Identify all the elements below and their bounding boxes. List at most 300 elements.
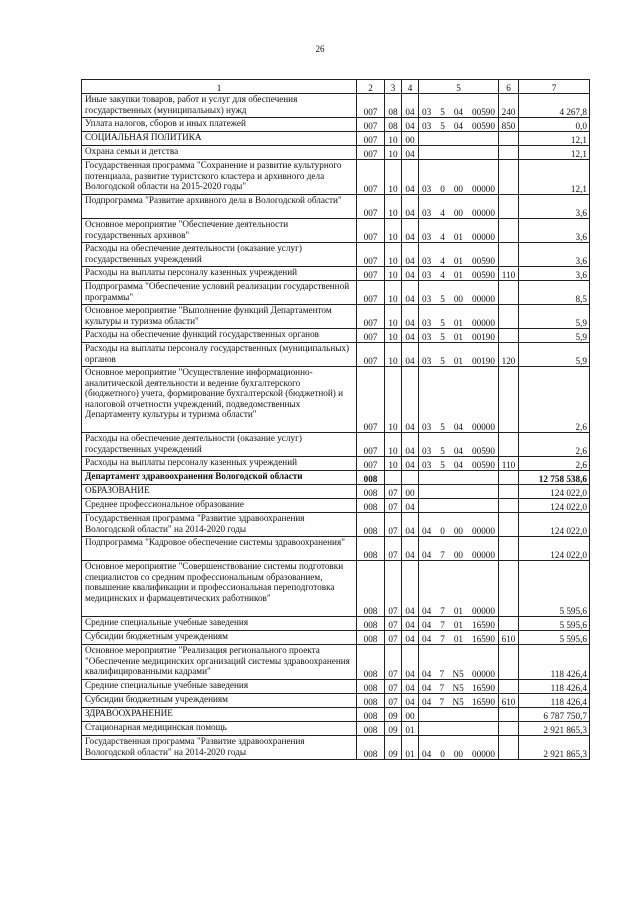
section-code-cell: 10 <box>385 146 402 160</box>
table-row <box>82 267 590 281</box>
row-name-cell: Расходы на обеспечение деятельности (оказание услуг) государственных учреждений <box>82 433 357 457</box>
target-article-event: N5 <box>452 696 464 707</box>
section-code-cell: 07 <box>385 617 402 631</box>
target-article-subprogram: 7 <box>439 668 445 679</box>
section-code-cell: 09 <box>385 708 402 722</box>
expense-type-cell: 110 <box>499 267 519 281</box>
amount-cell: 5,9 <box>519 329 590 343</box>
amount-cell: 3,6 <box>519 243 590 267</box>
table-row <box>82 708 590 722</box>
target-article-subprogram: 4 <box>440 207 445 218</box>
amount-cell: 5,9 <box>519 343 590 367</box>
target-article-direction: 00190 <box>472 331 495 342</box>
target-article-direction: 00590 <box>472 269 495 280</box>
target-article-program: 03 <box>422 255 432 266</box>
target-article-cell <box>419 281 499 305</box>
subsection-code-cell: 04 <box>402 513 419 537</box>
subsection-code-cell: 00 <box>402 708 419 722</box>
amount-cell: 118 426,4 <box>519 680 590 694</box>
subsection-code-cell: 04 <box>402 617 419 631</box>
target-article-direction: 00590 <box>472 120 495 131</box>
section-code-cell: 10 <box>385 305 402 329</box>
target-article-subprogram: 7 <box>440 549 445 560</box>
target-article-cell <box>419 471 499 485</box>
target-article-direction: 00590 <box>472 459 495 470</box>
row-name-cell: СОЦИАЛЬНАЯ ПОЛИТИКА <box>82 132 357 146</box>
amount-cell: 2,6 <box>519 433 590 457</box>
target-article-cell <box>419 513 499 537</box>
target-article-cell <box>419 680 499 694</box>
expense-type-cell <box>499 736 519 760</box>
target-article-subprogram: 5 <box>440 459 445 470</box>
target-article-event: 04 <box>453 421 463 432</box>
ministry-code-cell: 007 <box>357 267 385 281</box>
expense-type-cell <box>499 561 519 617</box>
subsection-code-cell: 01 <box>402 722 419 736</box>
section-code-cell: 10 <box>385 160 402 195</box>
section-code-cell: 08 <box>385 94 402 118</box>
expense-type-cell <box>499 537 519 561</box>
target-article-event: 01 <box>453 269 463 280</box>
target-article-cell <box>419 457 499 471</box>
target-article-code <box>419 332 498 343</box>
ministry-code-cell: 008 <box>357 617 385 631</box>
target-article-code <box>419 669 498 680</box>
subsection-code-cell: 00 <box>402 485 419 499</box>
row-name-cell: Расходы на обеспечение функций государственных органов <box>82 329 357 343</box>
target-article-event: 01 <box>453 231 463 242</box>
target-article-program: 03 <box>422 207 432 218</box>
target-article-event: 01 <box>453 331 463 342</box>
section-code-cell: 10 <box>385 367 402 433</box>
section-code-cell: 10 <box>385 132 402 146</box>
target-article-cell <box>419 499 499 513</box>
target-article-cell <box>419 617 499 631</box>
target-article-code <box>419 208 498 219</box>
row-name-cell: Стационарная медицинская помощь <box>82 722 357 736</box>
target-article-cell <box>419 132 499 146</box>
row-name-cell: Средние специальные учебные заведения <box>82 680 357 694</box>
target-article-cell <box>419 367 499 433</box>
target-article-event: 04 <box>453 120 463 131</box>
target-article-program: 03 <box>422 106 432 117</box>
row-name-cell: Субсидии бюджетным учреждениям <box>82 631 357 645</box>
row-name-cell: Подпрограмма "Обеспечение условий реализации государственной программы" <box>82 281 357 305</box>
row-name-cell: ОБРАЗОВАНИЕ <box>82 485 357 499</box>
target-article-subprogram: 4 <box>440 231 445 242</box>
target-article-code <box>419 184 498 195</box>
target-article-direction: 00000 <box>472 183 495 194</box>
row-name-cell: Основное мероприятие "Осуществление информационно-аналитической деятельности и ведение бухгалтерского (бюджетного) учета, формирование бухгалтерской (бюджетной) и налоговой отчетности учреждений, подведомственных Департаменту культуры и туризма области" <box>82 367 357 433</box>
target-article-event: 00 <box>453 549 463 560</box>
expense-type-cell <box>499 485 519 499</box>
row-name-cell: Государственная программа "Сохранение и развитие культурного потенциала, развитие туристского кластера и архивного дела Вологодской области на 2015-2020 годы" <box>82 160 357 195</box>
target-article-event: 01 <box>453 255 463 266</box>
row-name-cell: Подпрограмма "Развитие архивного дела в Вологодской области" <box>82 195 357 219</box>
expense-type-cell <box>499 708 519 722</box>
table-row <box>82 118 590 132</box>
expense-type-cell <box>499 219 519 243</box>
table-row <box>82 513 590 537</box>
expense-type-cell <box>499 132 519 146</box>
table-row <box>82 631 590 645</box>
section-code-cell: 10 <box>385 219 402 243</box>
expense-type-cell <box>499 645 519 680</box>
amount-cell: 2,6 <box>519 367 590 433</box>
target-article-code <box>419 318 498 329</box>
target-article-code <box>419 526 498 537</box>
target-article-cell <box>419 329 499 343</box>
target-article-code <box>419 606 498 617</box>
row-name-cell: Уплата налогов, сборов и иных платежей <box>82 118 357 132</box>
ministry-code-cell: 008 <box>357 537 385 561</box>
row-name-cell: Основное мероприятие "Реализация регионального проекта "Обеспечение медицинских организаций системы здравоохранения квалифицированными кадрами" <box>82 645 357 680</box>
target-article-direction: 00590 <box>472 445 495 456</box>
target-article-event: N5 <box>452 682 464 693</box>
target-article-program: 03 <box>422 421 432 432</box>
amount-cell: 5 595,6 <box>519 631 590 645</box>
ministry-code-cell: 008 <box>357 485 385 499</box>
amount-cell: 3,6 <box>519 267 590 281</box>
amount-cell: 12,1 <box>519 132 590 146</box>
target-article-subprogram: 7 <box>440 605 445 616</box>
target-article-program: 03 <box>422 459 432 470</box>
target-article-program: 04 <box>422 668 432 679</box>
subsection-code-cell: 04 <box>402 680 419 694</box>
target-article-direction: 16590 <box>472 682 495 693</box>
target-article-direction: 00000 <box>472 231 495 242</box>
subsection-code-cell: 04 <box>402 219 419 243</box>
header-cell: 7 <box>519 80 590 94</box>
subsection-code-cell: 04 <box>402 537 419 561</box>
table-header-row <box>82 80 590 94</box>
ministry-code-cell: 007 <box>357 146 385 160</box>
amount-cell: 124 022,0 <box>519 513 590 537</box>
expense-type-cell <box>499 433 519 457</box>
ministry-code-cell: 008 <box>357 645 385 680</box>
target-article-program: 03 <box>422 293 432 304</box>
table-row <box>82 694 590 708</box>
expense-type-cell <box>499 513 519 537</box>
row-name-cell: Средние специальные учебные заведения <box>82 617 357 631</box>
amount-cell: 4 267,8 <box>519 94 590 118</box>
target-article-program: 03 <box>422 331 432 342</box>
target-article-program: 04 <box>422 549 432 560</box>
amount-cell: 12,1 <box>519 160 590 195</box>
table-row <box>82 617 590 631</box>
expense-type-cell <box>499 329 519 343</box>
expense-type-cell <box>499 680 519 694</box>
expense-type-cell <box>499 146 519 160</box>
section-code-cell <box>385 471 402 485</box>
table-row <box>82 561 590 617</box>
target-article-code <box>419 749 498 760</box>
target-article-cell <box>419 118 499 132</box>
target-article-event: 00 <box>453 207 463 218</box>
table-row <box>82 305 590 329</box>
expense-type-cell <box>499 160 519 195</box>
target-article-event: 04 <box>453 106 463 117</box>
subsection-code-cell: 04 <box>402 433 419 457</box>
target-article-direction: 00190 <box>472 355 495 366</box>
section-code-cell: 09 <box>385 722 402 736</box>
expense-type-cell <box>499 281 519 305</box>
section-code-cell: 07 <box>385 645 402 680</box>
row-name-cell: Государственная программа "Развитие здравоохранения Вологодской области" на 2014-2020 годы <box>82 736 357 760</box>
expense-type-cell: 240 <box>499 94 519 118</box>
amount-cell: 2 921 865,3 <box>519 722 590 736</box>
row-name-cell: Основное мероприятие "Совершенствование системы подготовки специалистов со средним профессиональным образованием, повышение квалификации и профессиональная переподготовка медицинских и фармацевтических работников" <box>82 561 357 617</box>
target-article-event: 04 <box>453 445 463 456</box>
subsection-code-cell <box>402 471 419 485</box>
target-article-subprogram: 5 <box>440 317 445 328</box>
target-article-event: 00 <box>453 293 463 304</box>
expense-type-cell: 120 <box>499 343 519 367</box>
target-article-direction: 00590 <box>472 106 495 117</box>
target-article-cell <box>419 694 499 708</box>
header-cell: 5 <box>419 80 499 94</box>
subsection-code-cell: 04 <box>402 243 419 267</box>
target-article-subprogram: 4 <box>440 255 445 266</box>
subsection-code-cell: 04 <box>402 160 419 195</box>
budget-table <box>81 79 590 760</box>
table-row <box>82 219 590 243</box>
target-article-direction: 00000 <box>472 605 495 616</box>
target-article-cell <box>419 485 499 499</box>
section-code-cell: 10 <box>385 457 402 471</box>
ministry-code-cell: 008 <box>357 513 385 537</box>
section-code-cell: 09 <box>385 736 402 760</box>
table-row <box>82 645 590 680</box>
target-article-direction: 00000 <box>472 549 495 560</box>
section-code-cell: 07 <box>385 485 402 499</box>
table-row <box>82 471 590 485</box>
expense-type-cell <box>499 722 519 736</box>
section-code-cell: 10 <box>385 195 402 219</box>
section-code-cell: 07 <box>385 561 402 617</box>
table-row <box>82 243 590 267</box>
ministry-code-cell: 007 <box>357 195 385 219</box>
section-code-cell: 08 <box>385 118 402 132</box>
expense-type-cell <box>499 499 519 513</box>
target-article-direction: 00000 <box>472 421 495 432</box>
ministry-code-cell: 007 <box>357 343 385 367</box>
row-name-cell: Государственная программа "Развитие здравоохранения Вологодской области" на 2014-2020 годы <box>82 513 357 537</box>
target-article-cell <box>419 195 499 219</box>
target-article-cell <box>419 343 499 367</box>
target-article-code <box>419 683 498 694</box>
target-article-cell <box>419 267 499 281</box>
target-article-subprogram: 7 <box>440 633 445 644</box>
target-article-program: 04 <box>422 748 432 759</box>
ministry-code-cell: 007 <box>357 94 385 118</box>
target-article-program: 03 <box>422 183 432 194</box>
section-code-cell: 10 <box>385 343 402 367</box>
target-article-code <box>419 356 498 367</box>
table-row <box>82 722 590 736</box>
target-article-program: 03 <box>422 355 432 366</box>
table-row <box>82 736 590 760</box>
target-article-cell <box>419 561 499 617</box>
target-article-code <box>419 697 498 708</box>
table-row <box>82 160 590 195</box>
target-article-code <box>419 256 498 267</box>
ministry-code-cell: 007 <box>357 132 385 146</box>
target-article-cell <box>419 433 499 457</box>
ministry-code-cell: 007 <box>357 281 385 305</box>
table-row <box>82 457 590 471</box>
subsection-code-cell: 04 <box>402 694 419 708</box>
ministry-code-cell: 007 <box>357 243 385 267</box>
target-article-direction: 16590 <box>472 696 495 707</box>
target-article-program: 04 <box>422 696 432 707</box>
target-article-subprogram: 5 <box>440 445 445 456</box>
header-cell: 6 <box>499 80 519 94</box>
target-article-event: 01 <box>453 355 463 366</box>
row-name-cell: Департамент здравоохранения Вологодской области <box>82 471 357 485</box>
table-row <box>82 499 590 513</box>
amount-cell: 2,6 <box>519 457 590 471</box>
target-article-subprogram: 7 <box>439 682 445 693</box>
amount-cell: 12,1 <box>519 146 590 160</box>
amount-cell: 3,6 <box>519 219 590 243</box>
target-article-code <box>419 620 498 631</box>
ministry-code-cell: 008 <box>357 499 385 513</box>
target-article-cell <box>419 94 499 118</box>
amount-cell: 124 022,0 <box>519 485 590 499</box>
subsection-code-cell: 04 <box>402 645 419 680</box>
row-name-cell: Основное мероприятие "Обеспечение деятельности государственных архивов" <box>82 219 357 243</box>
table-row <box>82 195 590 219</box>
target-article-program: 04 <box>422 682 432 693</box>
ministry-code-cell: 008 <box>357 722 385 736</box>
target-article-event: 00 <box>453 525 463 536</box>
ministry-code-cell: 007 <box>357 457 385 471</box>
target-article-subprogram: 7 <box>440 619 445 630</box>
section-code-cell: 07 <box>385 513 402 537</box>
subsection-code-cell: 04 <box>402 329 419 343</box>
target-article-direction: 00000 <box>472 317 495 328</box>
target-article-code <box>419 422 498 433</box>
section-code-cell: 10 <box>385 243 402 267</box>
expense-type-cell: 610 <box>499 694 519 708</box>
amount-cell: 118 426,4 <box>519 694 590 708</box>
target-article-code <box>419 294 498 305</box>
target-article-program: 04 <box>422 525 432 536</box>
section-code-cell: 07 <box>385 680 402 694</box>
target-article-subprogram: 5 <box>440 293 445 304</box>
target-article-cell <box>419 160 499 195</box>
subsection-code-cell: 04 <box>402 561 419 617</box>
target-article-program: 04 <box>422 605 432 616</box>
target-article-cell <box>419 722 499 736</box>
expense-type-cell <box>499 243 519 267</box>
ministry-code-cell: 008 <box>357 680 385 694</box>
expense-type-cell <box>499 195 519 219</box>
table-row <box>82 367 590 433</box>
amount-cell: 6 787 750,7 <box>519 708 590 722</box>
target-article-direction: 00000 <box>472 748 495 759</box>
ministry-code-cell: 008 <box>357 694 385 708</box>
expense-type-cell: 610 <box>499 631 519 645</box>
target-article-code <box>419 550 498 561</box>
ministry-code-cell: 007 <box>357 329 385 343</box>
subsection-code-cell: 04 <box>402 631 419 645</box>
target-article-cell <box>419 708 499 722</box>
section-code-cell: 07 <box>385 694 402 708</box>
target-article-direction: 00000 <box>472 668 495 679</box>
target-article-event: 04 <box>453 459 463 470</box>
table-row <box>82 94 590 118</box>
table-row <box>82 485 590 499</box>
row-name-cell: ЗДРАВООХРАНЕНИЕ <box>82 708 357 722</box>
table-row <box>82 132 590 146</box>
section-code-cell: 10 <box>385 329 402 343</box>
target-article-direction: 00590 <box>472 255 495 266</box>
page-number: 26 <box>315 44 325 54</box>
amount-cell: 0,0 <box>519 118 590 132</box>
target-article-subprogram: 0 <box>440 525 445 536</box>
target-article-code <box>419 446 498 457</box>
subsection-code-cell: 04 <box>402 267 419 281</box>
section-code-cell: 10 <box>385 433 402 457</box>
subsection-code-cell: 01 <box>402 736 419 760</box>
expense-type-cell <box>499 471 519 485</box>
row-name-cell: Основное мероприятие "Выполнение функций Департаментом культуры и туризма области" <box>82 305 357 329</box>
section-code-cell: 07 <box>385 499 402 513</box>
ministry-code-cell: 007 <box>357 367 385 433</box>
target-article-program: 04 <box>422 633 432 644</box>
target-article-subprogram: 4 <box>440 269 445 280</box>
target-article-code <box>419 634 498 645</box>
subsection-code-cell: 04 <box>402 499 419 513</box>
table-row <box>82 343 590 367</box>
subsection-code-cell: 04 <box>402 146 419 160</box>
target-article-cell <box>419 736 499 760</box>
target-article-cell <box>419 631 499 645</box>
section-code-cell: 07 <box>385 631 402 645</box>
row-name-cell: Субсидии бюджетным учреждениям <box>82 694 357 708</box>
ministry-code-cell: 008 <box>357 631 385 645</box>
ministry-code-cell: 007 <box>357 219 385 243</box>
target-article-program: 03 <box>422 120 432 131</box>
target-article-direction: 00000 <box>472 293 495 304</box>
expense-type-cell <box>499 617 519 631</box>
amount-cell: 118 426,4 <box>519 645 590 680</box>
target-article-cell <box>419 146 499 160</box>
target-article-program: 04 <box>422 619 432 630</box>
target-article-code <box>419 460 498 471</box>
target-article-code <box>419 232 498 243</box>
amount-cell: 5 595,6 <box>519 561 590 617</box>
expense-type-cell: 850 <box>499 118 519 132</box>
target-article-subprogram: 5 <box>440 106 445 117</box>
subsection-code-cell: 04 <box>402 281 419 305</box>
ministry-code-cell: 008 <box>357 736 385 760</box>
ministry-code-cell: 007 <box>357 433 385 457</box>
target-article-event: 01 <box>453 633 463 644</box>
target-article-program: 03 <box>422 231 432 242</box>
target-article-code <box>419 121 498 132</box>
subsection-code-cell: 04 <box>402 367 419 433</box>
target-article-event: 00 <box>453 748 463 759</box>
row-name-cell: Охрана семьи и детства <box>82 146 357 160</box>
table-row <box>82 146 590 160</box>
target-article-direction: 16590 <box>472 633 495 644</box>
section-code-cell: 10 <box>385 281 402 305</box>
header-cell: 2 <box>357 80 385 94</box>
target-article-event: 01 <box>453 317 463 328</box>
